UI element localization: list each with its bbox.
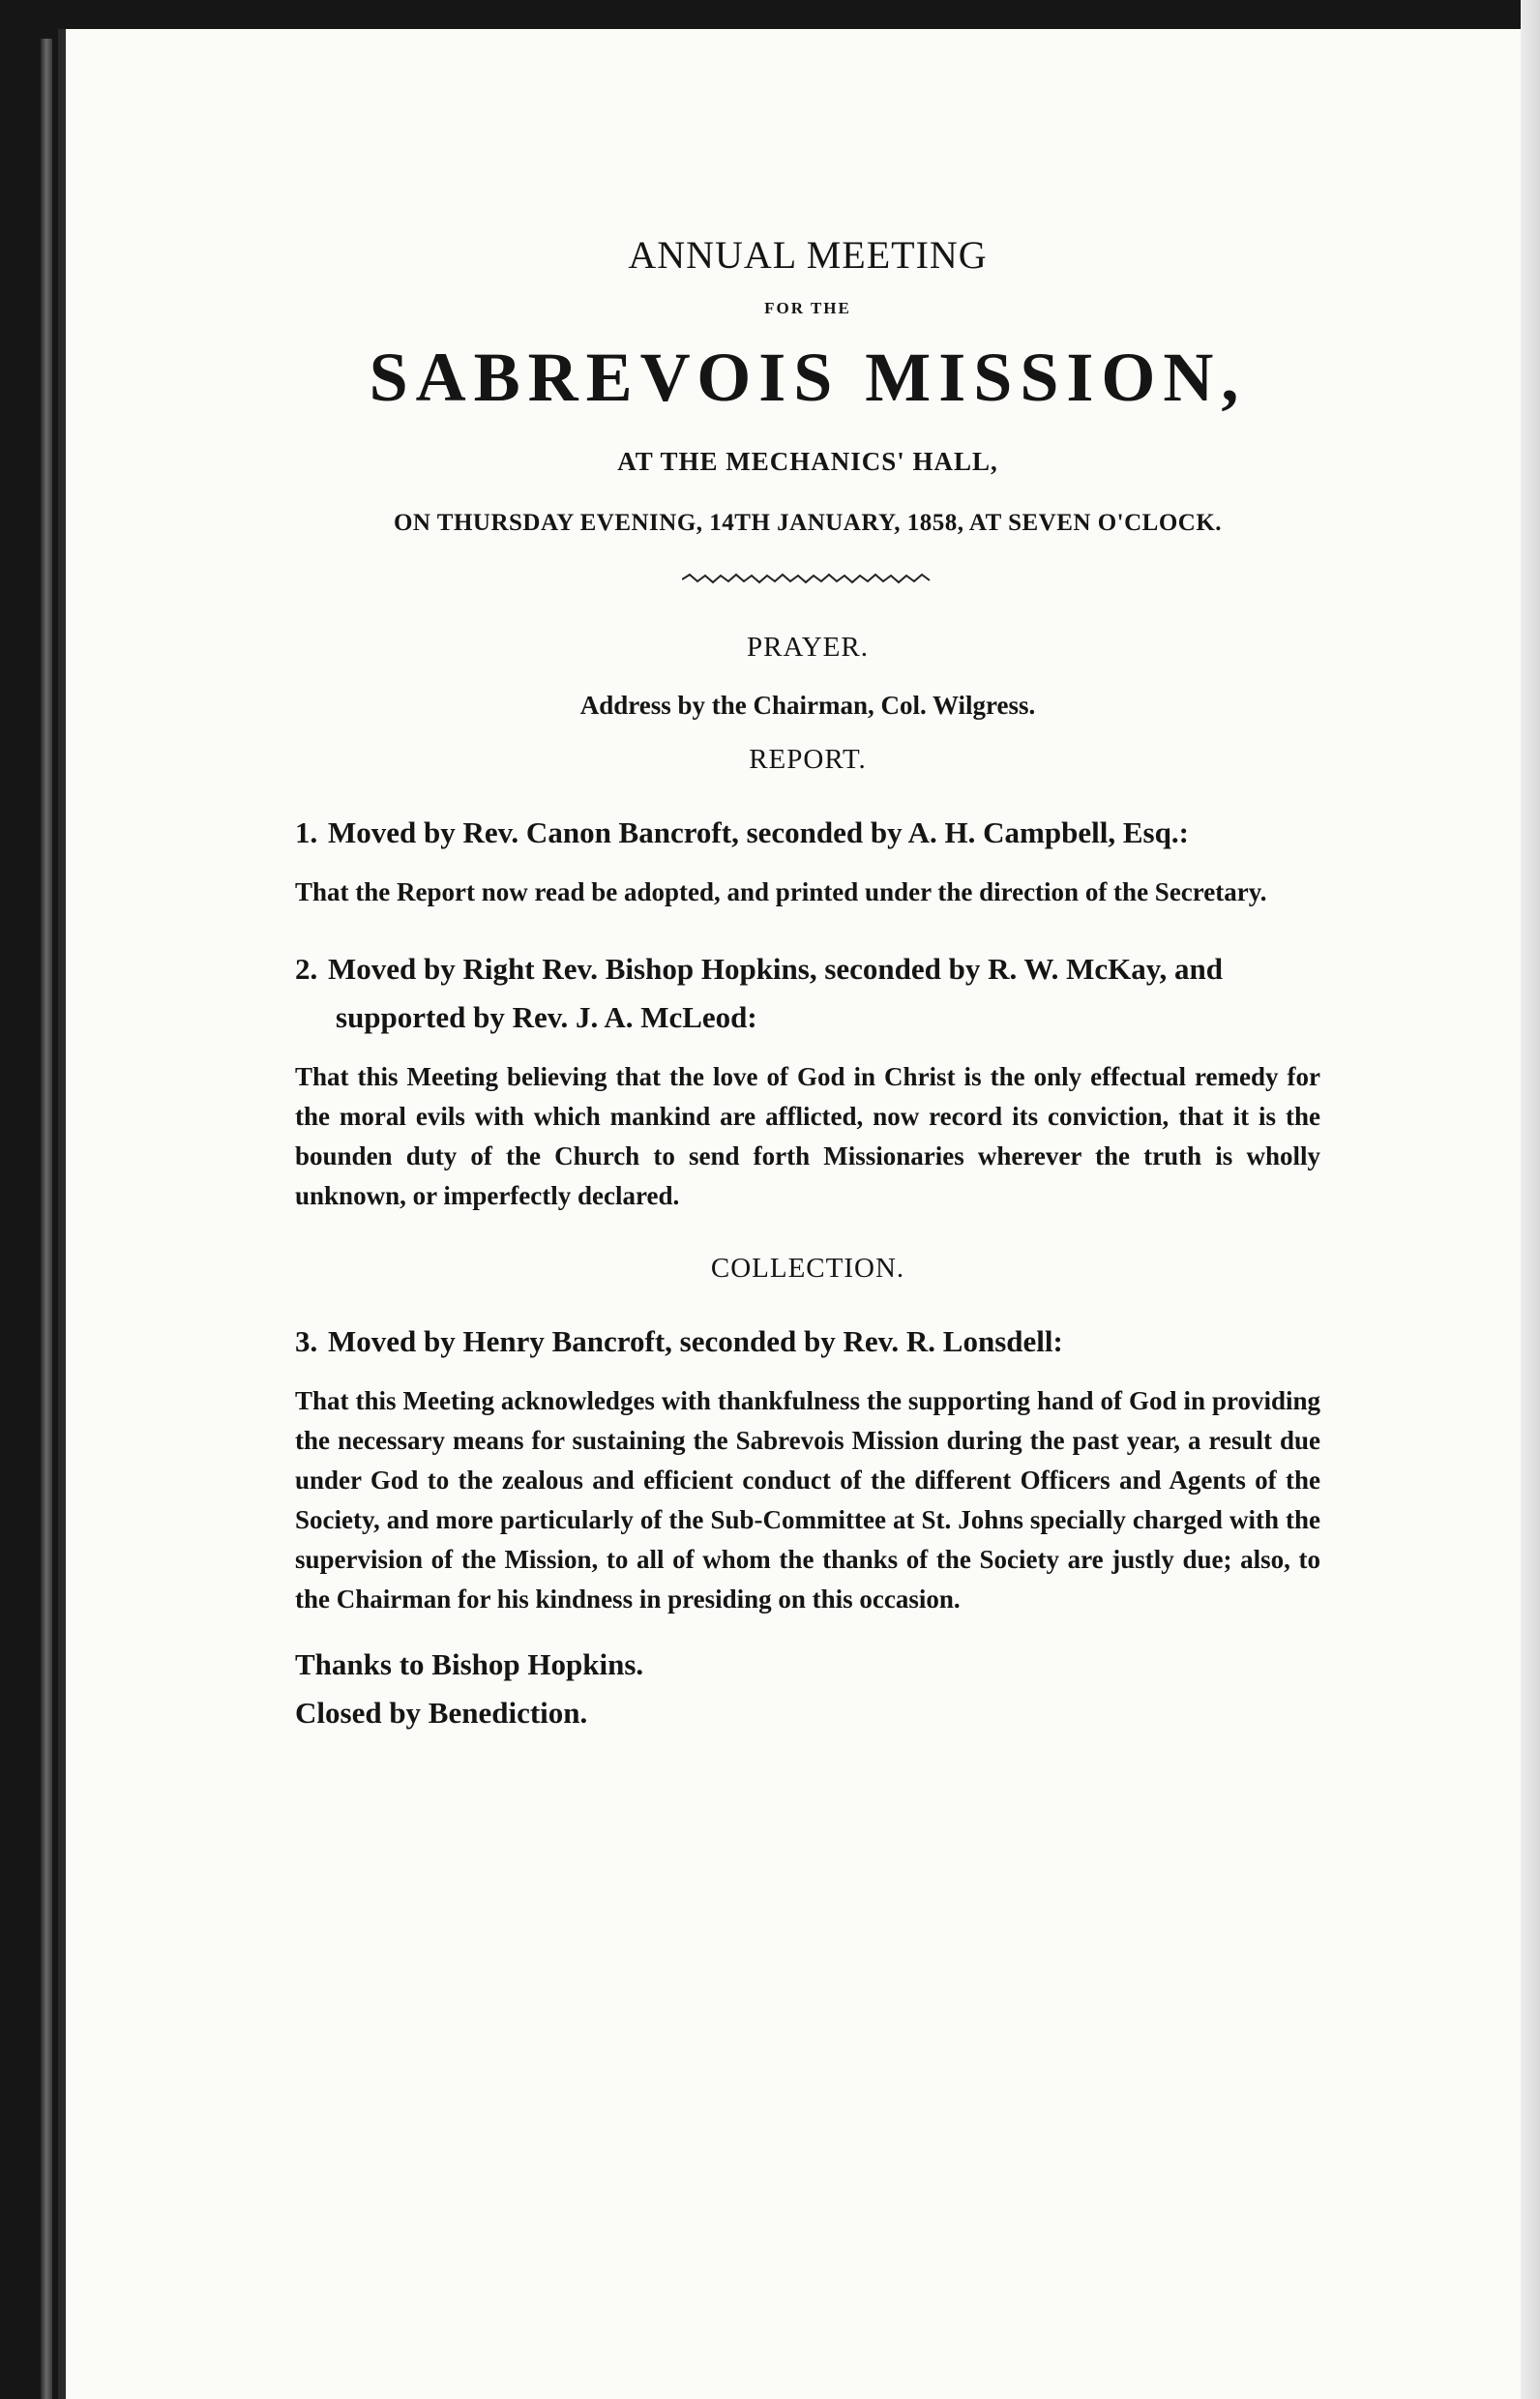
motion-2-mover xyxy=(295,945,1320,1042)
order-prayer: PRAYER. xyxy=(746,632,869,663)
closing-thanks: Thanks to Bishop Hopkins. xyxy=(295,1647,644,1681)
heading-date: ON THURSDAY EVENING, 14TH JANUARY, 1858, AT SEVEN O'CLOCK. xyxy=(393,510,1223,536)
motion-3-resolution: That this Meeting acknowledges with thankfulness the supporting hand of God in providing the necessary means for sustaining the Sabrevois Mission during the past year, a result due under God to the zealous and efficient conduct of the different Officers and Agents of the Society, and more particularly of the Sub-Committee at St. Johns specially charged with the supervision of the Mission, to all of whom the thanks of the Society are justly due; also, to the Chairman for his kindness in presiding on this occasion. xyxy=(295,1386,1320,1614)
order-address: Address by the Chairman, Col. Wilgress. xyxy=(579,691,1036,720)
page-binding-edge xyxy=(41,39,52,2399)
motion-2-text: Moved by Right Rev. Bishop Hopkins, seconded by R. W. McKay, and supported by Rev. J. A. McLeod: xyxy=(328,952,1224,1034)
motion-3-text: Moved by Henry Bancroft, seconded by Rev. R. Lonsdell: xyxy=(328,1324,1063,1358)
ornament-rule xyxy=(682,572,933,587)
motion-1-resolution: That the Report now read be adopted, and printed under the direction of the Secretary. xyxy=(295,877,1267,906)
closing-benediction: Closed by Benediction. xyxy=(295,1696,588,1730)
order-report: REPORT. xyxy=(749,744,867,775)
motion-2-resolution: That this Meeting believing that the love of God in Christ is the only effectual remedy for the moral evils with which mankind are afflicted, now record its conviction, that it is the bounden duty of the Church to send forth Missionaries wherever the truth is wholly unknown, or imperfectly declared. xyxy=(295,1062,1320,1210)
motion-1-text: Moved by Rev. Canon Bancroft, seconded by A. H. Campbell, Esq.: xyxy=(328,815,1189,849)
closing-block xyxy=(295,1641,1320,1737)
motion-2-number: 2. xyxy=(295,952,318,986)
heading-annual: ANNUAL MEETING xyxy=(628,233,988,277)
motion-3-mover xyxy=(295,1318,1320,1366)
heading-hall: AT THE MECHANICS' HALL, xyxy=(617,447,998,476)
document-content xyxy=(295,232,1320,1737)
page-right-margin xyxy=(1521,0,1540,2399)
motion-1-number: 1. xyxy=(295,815,318,849)
heading-for-the: FOR THE xyxy=(764,299,851,317)
motion-3-number: 3. xyxy=(295,1324,318,1358)
heading-mission: SABREVOIS MISSION, xyxy=(369,339,1247,416)
motion-1-mover xyxy=(295,809,1320,857)
order-collection: COLLECTION. xyxy=(710,1253,905,1284)
